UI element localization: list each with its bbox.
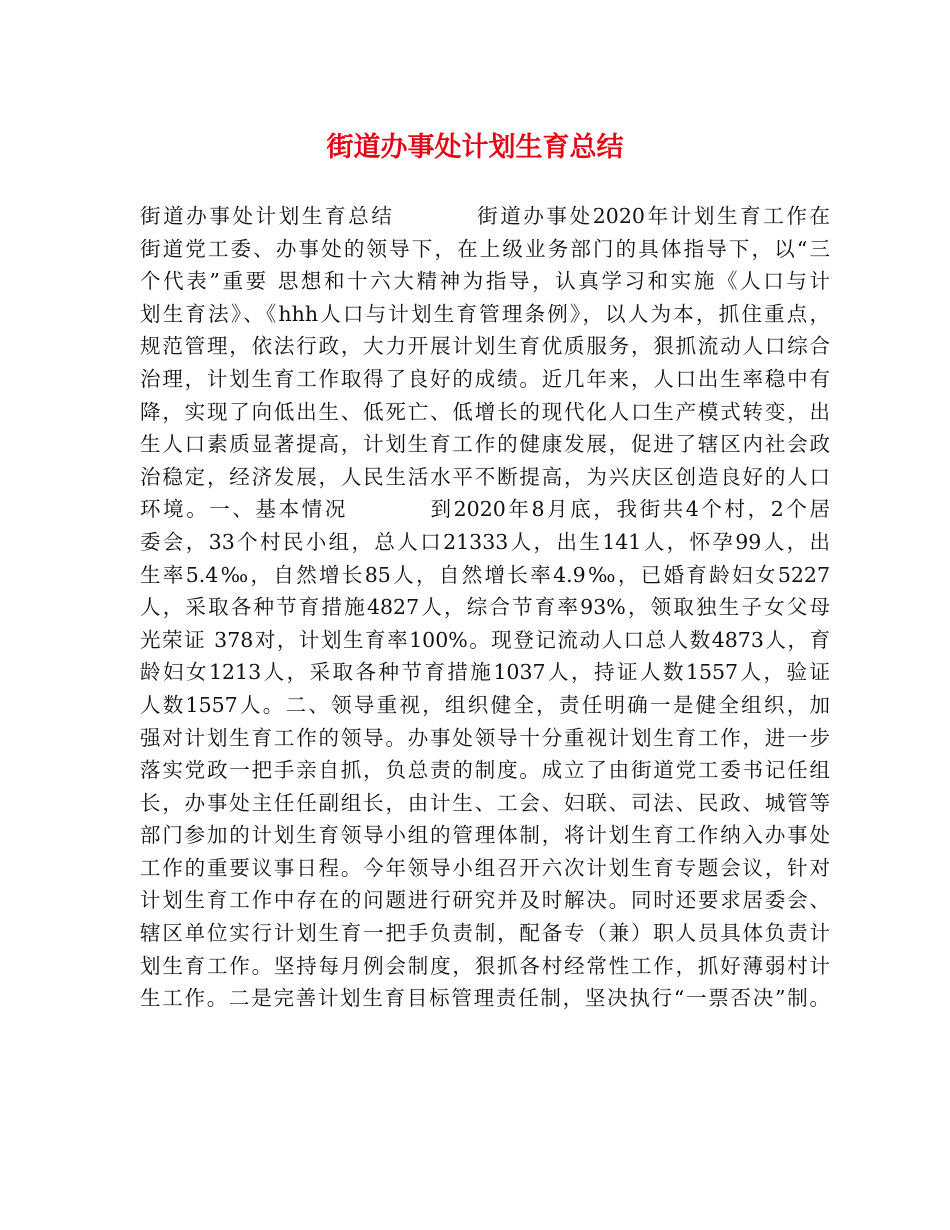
body-line: [140, 559, 830, 592]
body-line: [140, 363, 830, 396]
body-line: [140, 787, 830, 820]
body-line: [140, 917, 830, 950]
body-line: [140, 200, 830, 233]
body-line: [140, 591, 830, 624]
body-text-segment: 辖区单位实行计划生育一把手负责制，配备专（兼）职人员具体负责计: [140, 921, 830, 946]
body-line: [140, 950, 830, 983]
body-line: [140, 493, 830, 526]
body-text-segment: 治理，计划生育工作取得了良好的成绩。近几年来，人口出生率稳中有: [140, 366, 830, 391]
body-text-segment: 生人口素质显著提高，计划生育工作的健康发展，促进了辖区内社会政: [140, 432, 830, 457]
body-text-segment: 街道党工委、办事处的领导下，在上级业务部门的具体指导下，以“三: [140, 236, 830, 261]
body-text-segment: 强对计划生育工作的领导。办事处领导十分重视计划生育工作，进一步: [140, 725, 830, 750]
body-text-segment: 划生育法》、《hhh人口与计划生育管理条例》，以人为本，抓住重点，: [140, 301, 830, 326]
body-text-segment: 生率5.4‰，自然增长85人，自然增长率4.9‰，已婚育龄妇女5227: [140, 562, 830, 587]
body-text-segment: 街道办事处2020年计划生育工作在: [474, 204, 831, 228]
body-line: [140, 330, 830, 363]
body-text-segment: 计划生育工作中存在的问题进行研究并及时解决。同时还要求居委会、: [140, 888, 830, 913]
body-text-segment: 生工作。二是完善计划生育目标管理责任制，坚决执行“一票否决”制。: [140, 986, 830, 1011]
body-text-segment: 到2020年8月底，我街共4个村，2个居: [427, 497, 830, 522]
body-line: [140, 298, 830, 331]
document-body: [140, 200, 830, 1015]
body-text-segment: 人，采取各种节育措施4827人，综合节育率93%，领取独生子女父母: [140, 595, 830, 620]
body-line: [140, 265, 830, 298]
body-text-segment: 降，实现了向低出生、低死亡、低增长的现代化人口生产模式转变，出: [140, 399, 830, 424]
body-text-segment: 规范管理，依法行政，大力开展计划生育优质服务，狠抓流动人口综合: [140, 334, 830, 359]
body-text-segment: 龄妇女1213人，采取各种节育措施1037人，持证人数1557人，验证: [140, 660, 830, 685]
body-text-segment: 落实党政一把手亲自抓，负总责的制度。成立了由街道党工委书记任组: [140, 758, 830, 783]
body-text-segment: 工作的重要议事日程。今年领导小组召开六次计划生育专题会议，针对: [140, 855, 830, 880]
body-text-segment: 环境。一、基本情况: [140, 497, 348, 522]
body-line: [140, 461, 830, 494]
body-text-segment: 治稳定，经济发展，人民生活水平不断提高，为兴庆区创造良好的人口: [140, 464, 830, 489]
body-text-segment: 人数1557人。二、领导重视，组织健全，责任明确一是健全组织，加: [140, 692, 830, 717]
body-line: [140, 754, 830, 787]
body-text-segment: 个代表”重要 思想和十六大精神为指导，认真学习和实施《人口与计: [140, 269, 830, 294]
body-line: [140, 656, 830, 689]
body-text-segment: 划生育工作。坚持每月例会制度，狠抓各村经常性工作，抓好薄弱村计: [140, 953, 830, 978]
body-line: [140, 396, 830, 429]
body-text-segment: 长，办事处主任任副组长，由计生、工会、妇联、司法、民政、城管等: [140, 790, 830, 815]
body-text-segment: 光荣证 378对，计划生育率100%。现登记流动人口总人数4873人，育: [140, 627, 830, 652]
body-line: [140, 689, 830, 722]
document-title: 街道办事处计划生育总结: [326, 132, 624, 163]
body-line: [140, 624, 830, 657]
body-line: [140, 982, 830, 1015]
body-line: [140, 428, 830, 461]
body-line: [140, 852, 830, 885]
body-line: [140, 884, 830, 917]
body-line: [140, 819, 830, 852]
body-line: [140, 526, 830, 559]
body-line: [140, 233, 830, 266]
body-text-segment: 部门参加的计划生育领导小组的管理体制，将计划生育工作纳入办事处: [140, 823, 830, 848]
body-text-segment: 街道办事处计划生育总结: [140, 204, 395, 228]
body-line: [140, 722, 830, 755]
body-text-segment: 委会，33个村民小组，总人口21333人，出生141人，怀孕99人，出: [140, 529, 830, 554]
